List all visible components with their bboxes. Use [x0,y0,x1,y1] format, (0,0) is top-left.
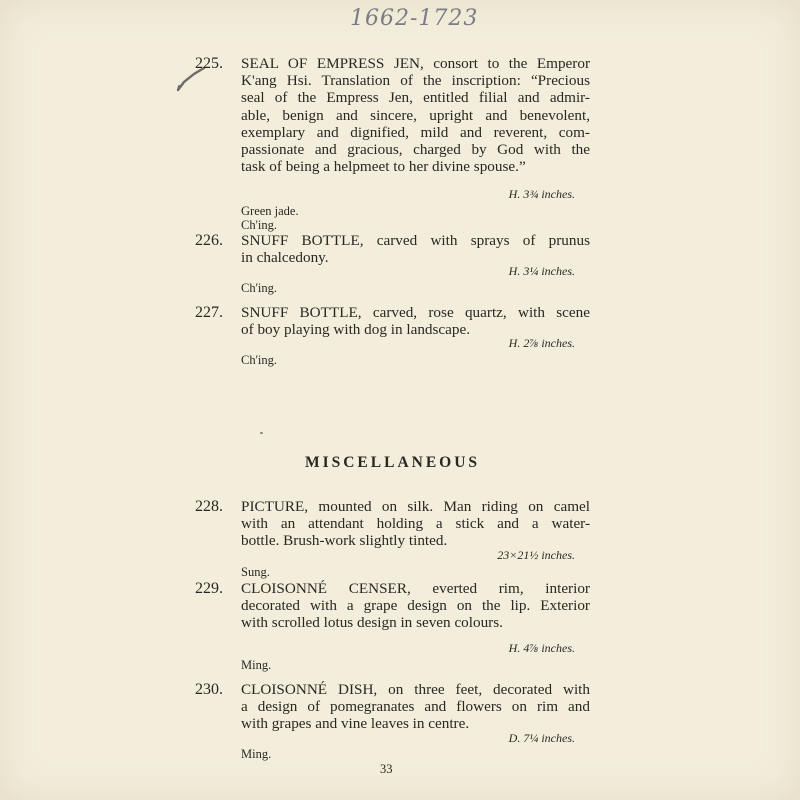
entry-line: a design of pomegranates and flowers on rim and [241,698,590,716]
entry-period: Sung. [241,564,270,579]
entry-number: 227. [195,304,223,321]
entry-dimension: H. 3¾ inches. [508,187,575,202]
entry-line: SNUFF BOTTLE, carved with sprays of prunus [241,232,590,249]
entry-line: with grapes and vine leaves in centre. [241,715,470,733]
entry-dimension: 23×21½ inches. [497,547,575,562]
entry-dimension: H. 4⅞ inches. [508,640,575,655]
entry-period: Ming. [241,657,272,672]
page-number: 33 [380,762,393,776]
entry-line: with scrolled lotus design in seven colours. [241,614,503,632]
catalogue-entry-226 [195,232,590,296]
entry-period: Ch'ing. [241,281,277,296]
entry-period: Ch'ing. [241,353,277,368]
entry-line: bottle. Brush-work slightly tinted. [241,532,448,550]
entry-period: Ming. [241,746,272,761]
entry-line: decorated with a grape design on the lip. Exterior [241,597,590,615]
entry-dimension: H. 2⅞ inches. [508,336,575,351]
entry-line: able, benign and sincere, upright and benevolent, [241,106,590,124]
entry-number: 229. [195,580,223,597]
entry-line: task of being a helpmeet to her divine spouse.” [241,158,526,176]
handwritten-annotation: 1662-1723 [350,6,479,31]
section-heading: MISCELLANEOUS [304,454,481,471]
catalogue-entry-227 [195,304,590,368]
catalogue-entry-230 [195,681,590,761]
entry-line: K'ang Hsi. Translation of the inscription: “Precious [241,72,590,90]
entry-dimension: H. 3¼ inches. [508,264,575,279]
entry-line: with an attendant holding a stick and a water- [241,515,590,533]
entry-line: exemplary and dignified, mild and reverent, com- [241,123,590,141]
catalogue-entry-228 [195,498,590,579]
entry-number: 230. [195,681,223,698]
catalogue-entry-225 [195,55,590,233]
entry-line: SNUFF BOTTLE, carved, rose quartz, with scene [241,304,590,321]
catalogue-entry-229 [195,580,590,672]
entry-number: 228. [195,498,223,515]
entry-line: passionate and gracious, charged by God with the [241,140,590,158]
entry-number: 225. [195,55,223,72]
entry-line: of boy playing with dog in landscape. [241,321,471,339]
entry-period: Ch'ing. [241,218,277,233]
entry-line: SEAL OF EMPRESS JEN, consort to the Emperor [241,55,590,72]
entry-line: in chalcedony. [241,249,329,267]
speck [260,432,263,434]
entry-number: 226. [195,232,223,249]
entry-line: CLOISONNÉ DISH, on three feet, decorated with [241,681,590,698]
entry-line: CLOISONNÉ CENSER, everted rim, interior [241,580,590,597]
entry-line: PICTURE, mounted on silk. Man riding on camel [241,498,590,515]
entry-dimension: D. 7¼ inches. [508,730,575,745]
entry-material: Green jade. [241,204,299,219]
entry-line: seal of the Empress Jen, entitled filial and admir- [241,89,590,107]
